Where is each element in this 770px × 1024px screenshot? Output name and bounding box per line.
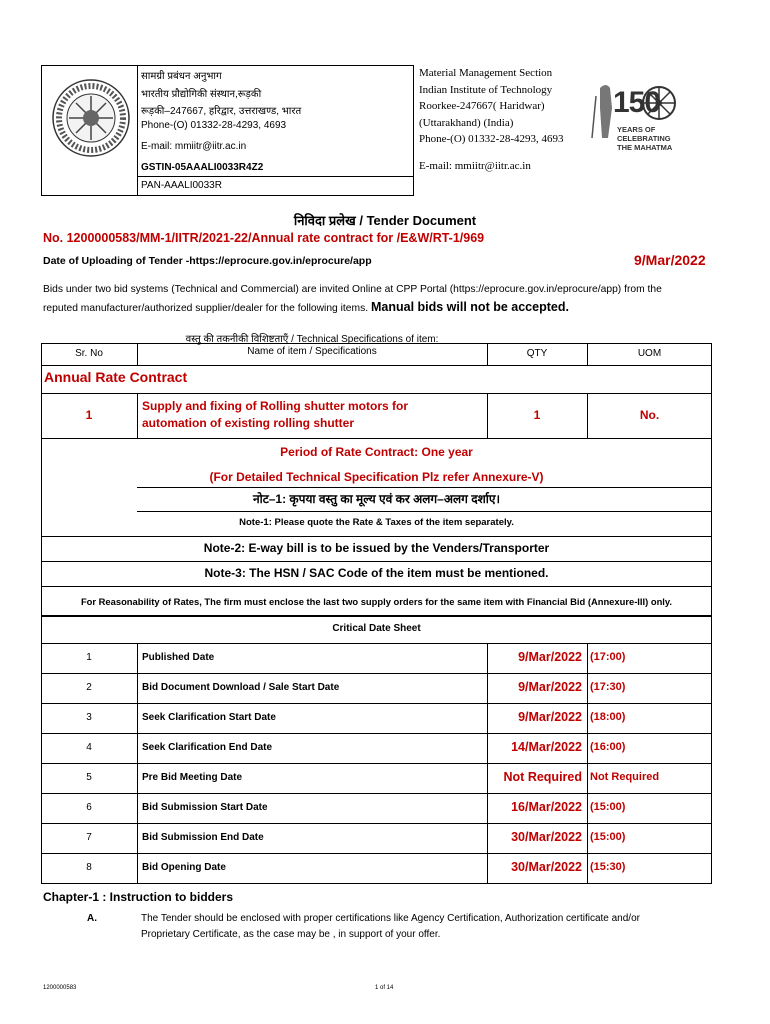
intro-line2	[43, 300, 569, 314]
header-phone-left: Phone-(O) 01332-28-4293, 4693	[141, 120, 287, 131]
header-email-right: E-mail: mmiitr@iitr.ac.in	[419, 160, 531, 172]
critical-date-title: Critical Date Sheet	[332, 623, 421, 634]
reasonability-note: For Reasonability of Rates, The firm must enclose the last two supply orders for the same item with Financial Bid (Annexure-III) only.	[80, 596, 673, 607]
col-header-uom: UOM	[637, 348, 662, 359]
date-row-time: (15:00)	[590, 801, 626, 813]
footer-doc-number: 1200000583	[43, 985, 77, 991]
note-1: Note-1: Please quote the Rate & Taxes of the item separately.	[239, 517, 514, 528]
col-header-sr: Sr. No	[75, 348, 103, 359]
date-row-sr: 6	[86, 802, 92, 813]
date-row-time: Not Required	[590, 771, 660, 783]
date-row-date: 9/Mar/2022	[518, 710, 582, 724]
instruction-marker: A.	[87, 913, 97, 924]
header-right-line4: (Uttarakhand) (India)	[419, 117, 514, 129]
date-row-label: Seek Clarification Start Date	[142, 712, 276, 723]
header-hindi-line3: रूड़की–247667, हरिद्वार, उत्तराखण्ड, भारत	[141, 106, 302, 117]
item-qty: 1	[533, 408, 541, 422]
date-row-sr: 3	[86, 712, 92, 723]
period-of-contract: Period of Rate Contract: One year	[280, 445, 473, 459]
item-desc-line1: Supply and fixing of Rolling shutter motors for	[142, 399, 408, 413]
upload-date: 9/Mar/2022	[634, 252, 706, 268]
date-row-sr: 5	[86, 772, 92, 783]
date-row-time: (15:30)	[590, 861, 626, 873]
logo-tagline2: CELEBRATING	[617, 134, 671, 143]
item-uom: No.	[639, 408, 660, 422]
annexure-note: (For Detailed Technical Specification Plz refer Annexure-V)	[209, 470, 544, 484]
date-row-date: 14/Mar/2022	[511, 740, 582, 754]
date-row-time: (18:00)	[590, 711, 626, 723]
intro-line2-text: reputed manufacturer/authorized supplier/dealer for the following items.	[43, 303, 369, 314]
intro-line1: Bids under two bid systems (Technical and Commercial) are invited Online at CPP Portal (https://eprocure.gov.in/eprocure/app) from the	[43, 284, 662, 295]
date-row-date: 30/Mar/2022	[511, 830, 582, 844]
col-header-name: Name of item / Specifications	[247, 346, 377, 357]
date-row-date: 9/Mar/2022	[518, 680, 582, 694]
tender-number: No. 1200000583/MM-1/IITR/2021-22/Annual rate contract for /E&W/RT-1/969	[43, 231, 485, 245]
date-row-date: 30/Mar/2022	[511, 860, 582, 874]
header-right-line1: Material Management Section	[419, 67, 553, 79]
date-row-label: Bid Document Download / Sale Start Date	[142, 682, 340, 693]
date-row-sr: 8	[86, 862, 92, 873]
note-hindi: नोट–1: कृपया वस्तु का मूल्य एवं कर अलग–अलग दर्शाए।	[252, 492, 501, 506]
date-row-label: Bid Submission End Date	[142, 832, 264, 843]
date-row-date: 9/Mar/2022	[518, 650, 582, 664]
date-row-time: (15:00)	[590, 831, 626, 843]
date-row-date: Not Required	[503, 770, 582, 784]
date-row-label: Published Date	[142, 652, 215, 663]
item-desc-line2: automation of existing rolling shutter	[142, 416, 355, 430]
date-row-sr: 1	[86, 652, 92, 663]
header-right-line2: Indian Institute of Technology	[419, 84, 553, 96]
header-hindi-line1: सामग्री प्रबंधन अनुभाग	[141, 71, 222, 82]
date-row-label: Bid Opening Date	[142, 862, 226, 873]
date-row-label: Bid Submission Start Date	[142, 802, 268, 813]
instruction-line2: Proprietary Certificate, as the case may be , in support of your offer.	[141, 929, 441, 940]
date-row-time: (17:30)	[590, 681, 626, 693]
upload-label: Date of Uploading of Tender -https://eprocure.gov.in/eprocure/app	[43, 255, 372, 267]
manual-bids-note: Manual bids will not be accepted.	[370, 300, 569, 314]
section-title: Annual Rate Contract	[44, 369, 188, 385]
header-right-line3: Roorkee-247667( Haridwar)	[419, 100, 545, 112]
spec-caption: वस्तु की तकनीकी विशिष्टताएँ / Technical Specifications of item:	[185, 334, 439, 345]
pan: PAN-AAALI0033R	[141, 180, 222, 191]
header-email-left: E-mail: mmiitr@iitr.ac.in	[141, 141, 247, 152]
logo-150-number: 150	[613, 86, 661, 119]
note-2: Note-2: E-way bill is to be issued by the Venders/Transporter	[203, 541, 550, 555]
iitr-seal-logo	[48, 70, 134, 170]
date-row-time: (17:00)	[590, 651, 626, 663]
page-title: निविदा प्रलेख / Tender Document	[293, 213, 477, 228]
logo-tagline1: YEARS OF	[617, 125, 656, 134]
instruction-line1: The Tender should be enclosed with proper certifications like Agency Certification, Authorization certificate and/or	[141, 913, 640, 924]
footer-page-number: 1 of 14	[375, 985, 394, 991]
header-hindi-line2: भारतीय प्रौद्योगिकी संस्थान,रूड़की	[141, 89, 262, 100]
date-row-sr: 7	[86, 832, 92, 843]
date-row-sr: 4	[86, 742, 92, 753]
date-row-date: 16/Mar/2022	[511, 800, 582, 814]
gstin: GSTIN-05AAALI0033R4Z2	[141, 162, 264, 173]
date-row-label: Pre Bid Meeting Date	[142, 772, 243, 783]
date-row-time: (16:00)	[590, 741, 626, 753]
date-row-label: Seek Clarification End Date	[142, 742, 273, 753]
header-phone-right: Phone-(O) 01332-28-4293, 4693	[419, 133, 564, 145]
col-header-qty: QTY	[526, 348, 548, 359]
chapter-heading: Chapter-1 : Instruction to bidders	[43, 890, 234, 904]
date-row-sr: 2	[86, 682, 92, 693]
item-sr: 1	[85, 408, 93, 422]
note-3: Note-3: The HSN / SAC Code of the item must be mentioned.	[204, 566, 549, 580]
logo-tagline3: THE MAHATMA	[617, 143, 673, 152]
